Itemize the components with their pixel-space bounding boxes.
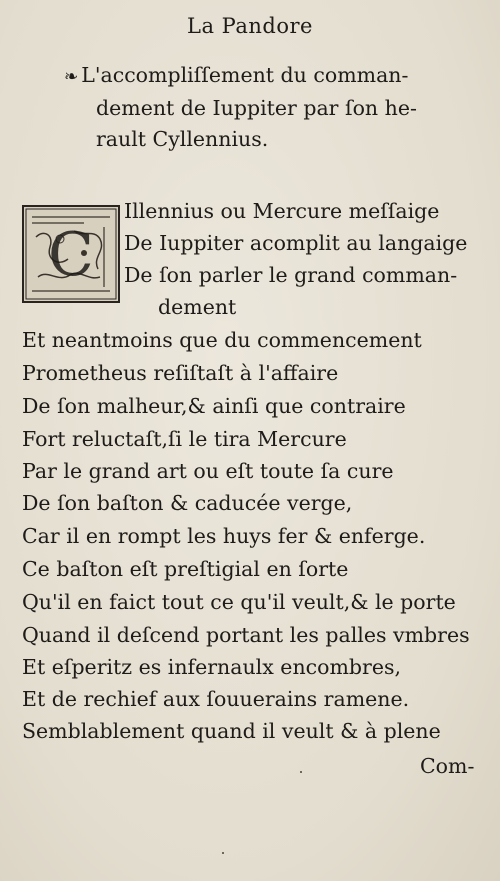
verse-line-15: Et eſperitz es infernaulx encombres, [22,655,401,679]
verse-line-14: Quand il deſcend portant les palles vmbres [22,623,470,647]
ink-speck [222,852,224,854]
ink-speck [300,771,302,773]
section-heading [64,60,484,155]
fleuron-icon: ❧ [64,67,79,87]
verse-line-11: Car il en rompt les huys fer & enferge. [22,524,426,548]
verse-line-6: Prometheus reſiſtaſt à l'affaire [22,361,339,385]
decorated-initial-c-icon [22,205,120,303]
verse-line-4: dement [158,295,237,319]
heading-line-3: rault Cyllennius. [96,127,269,151]
verse-line-12: Ce baſton eſt preſtigial en ſorte [22,557,349,581]
initial-letter: C [48,220,94,290]
initial-ornament [24,207,118,301]
verse-line-9: Par le grand art ou eſt toute ſa cure [22,459,394,483]
verse-line-7: De ſon malheur,& ainſi que contraire [22,394,406,418]
heading-line-2: dement de Iuppiter par ſon he- [96,96,417,120]
verse-line-8: Fort reluctaſt,ſi le tira Mercure [22,427,347,451]
verse-line-2: De Iuppiter acomplit au langaige [124,231,468,255]
verse-line-1: Illennius ou Mercure meſſaige [124,199,440,223]
catchword: Com- [420,754,475,778]
running-title: La Pandore [187,14,313,38]
verse-line-13: Qu'il en faict tout ce qu'il veult,& le porte [22,590,456,614]
heading-line-1: ❧ L'accompliſſement du comman- [64,63,409,87]
verse-line-10: De ſon baſton & caducée verge, [22,491,353,515]
verse-line-17: Semblablement quand il veult & à plene [22,719,441,743]
verse-line-5: Et neantmoins que du commencement [22,328,422,352]
verse-line-3: De ſon parler le grand comman- [124,263,458,287]
verse-line-16: Et de rechief aux ſouuerains ramene. [22,687,410,711]
